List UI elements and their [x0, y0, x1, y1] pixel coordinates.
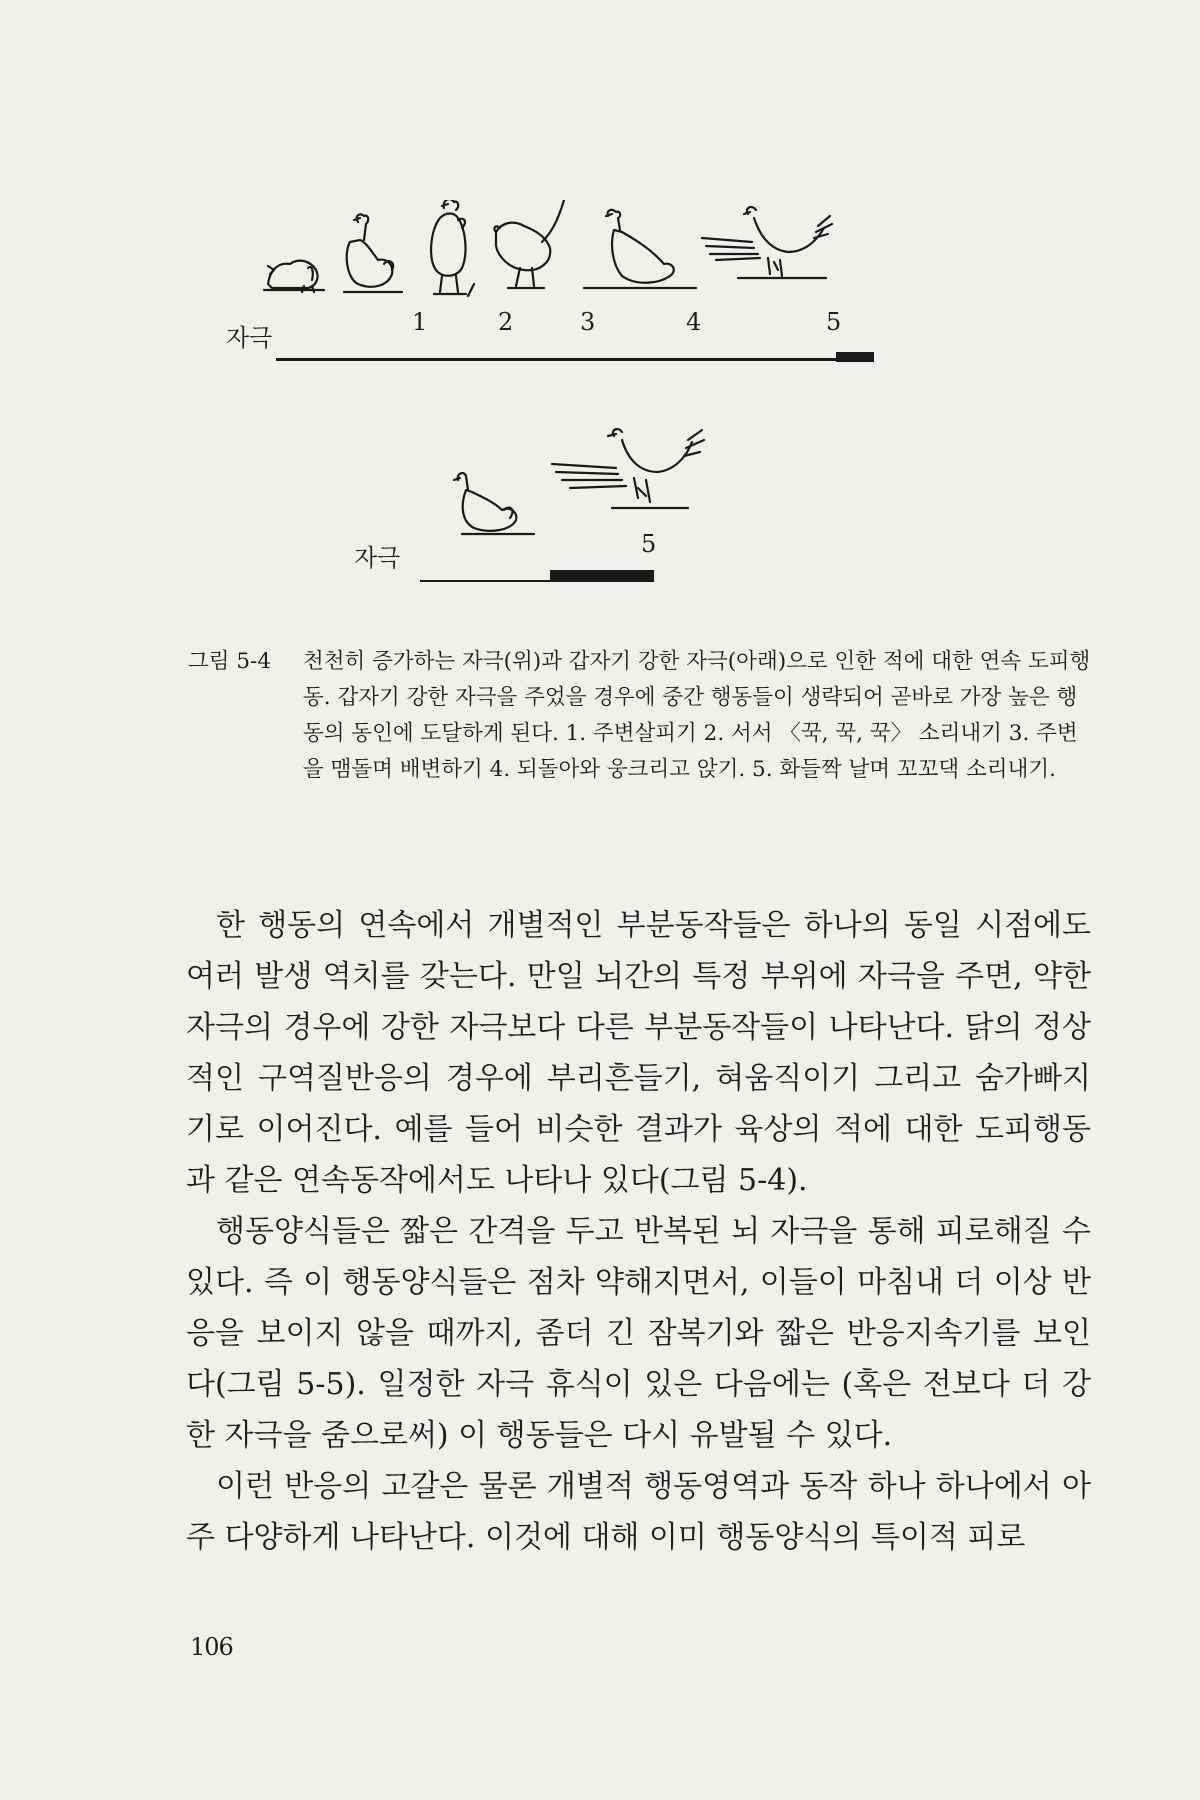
top-stimulus-ramp	[836, 352, 874, 362]
caption-label: 그림 5-4	[188, 649, 271, 674]
caption-text: 천천히 증가하는 자극(위)과 갑자기 강한 자극(아래)으로 인한 적에 대한 연속 도피행동. 갑자기 강한 자극을 주었을 경우에 중간 행동들이 생략되어 곧바로 가장 높은 행동의 동인에 도달하게 된다. 1. 주변살피기 2. 서서 〈꾹, 꾹, 꾹〉 소리내기 3. 주변을 맴돌며 배변하기 4. 되돌아와 웅크리고 앉기. 5. 화들짝 날며 꼬꼬댁 소리내기.	[303, 649, 1091, 782]
chicken-looking-around-icon	[344, 214, 402, 292]
figure-5-4	[190, 200, 990, 630]
step-number-4: 4	[686, 308, 702, 336]
chicken-crouching-icon	[584, 210, 696, 288]
bottom-stimulus-line	[420, 580, 550, 582]
chicken-flying-icon	[702, 207, 832, 278]
bottom-stimulus-label: 자극	[354, 544, 401, 572]
bottom-stimulus-step	[550, 570, 654, 582]
page-number: 106	[190, 1633, 233, 1661]
step-number-5: 5	[826, 308, 842, 336]
paragraph-2: 행동양식들은 짧은 간격을 두고 반복된 뇌 자극을 통해 피로해질 수 있다. 즉 이 행동양식들은 점차 약해지면서, 이들이 마침내 더 이상 반응을 보이지 않을 때까지, 좀더 긴 잠복기와 짧은 반응지속기를 보인다(그림 5-5). 일정한 자극 휴식이 있은 다음에는 (혹은 전보다 더 강한 자극을 줌으로써) 이 행동들은 다시 유발될 수 있다.	[186, 1214, 1091, 1453]
step-number-3: 3	[580, 308, 596, 336]
paragraph-1: 한 행동의 연속에서 개별적인 부분동작들은 하나의 동일 시점에도 여러 발생 역치를 갖는다. 만일 뇌간의 특정 부위에 자극을 주면, 약한 자극의 경우에 강한 자극보다 다른 부분동작들이 나타난다. 닭의 정상적인 구역질반응의 경우에 부리흔들기, 혀움직이기 그리고 숨가빠지기로 이어진다. 예를 들어 비슷한 결과가 육상의 적에 대한 도피행동과 같은 연속동작에서도 나타나 있다(그림 5-4).	[186, 908, 1091, 1198]
step-number-2: 2	[498, 308, 514, 336]
bottom-step-number-5: 5	[641, 530, 657, 558]
top-stimulus-label: 자극	[226, 324, 273, 352]
chicken-walking-icon	[494, 200, 572, 288]
bottom-chicken-flying-icon	[552, 429, 704, 508]
chicken-resting-icon	[264, 261, 324, 292]
body-text	[186, 900, 1091, 1563]
top-stimulus-line	[276, 358, 836, 361]
bottom-chicken-resting-icon	[454, 473, 534, 534]
figure-drawing	[190, 200, 990, 630]
chicken-standing-upright-icon	[431, 200, 474, 296]
step-number-1: 1	[412, 308, 428, 336]
paragraph-3: 이런 반응의 고갈은 물론 개별적 행동영역과 동작 하나 하나에서 아주 다양하게 나타난다. 이것에 대해 이미 행동양식의 특이적 피로	[186, 1469, 1091, 1555]
